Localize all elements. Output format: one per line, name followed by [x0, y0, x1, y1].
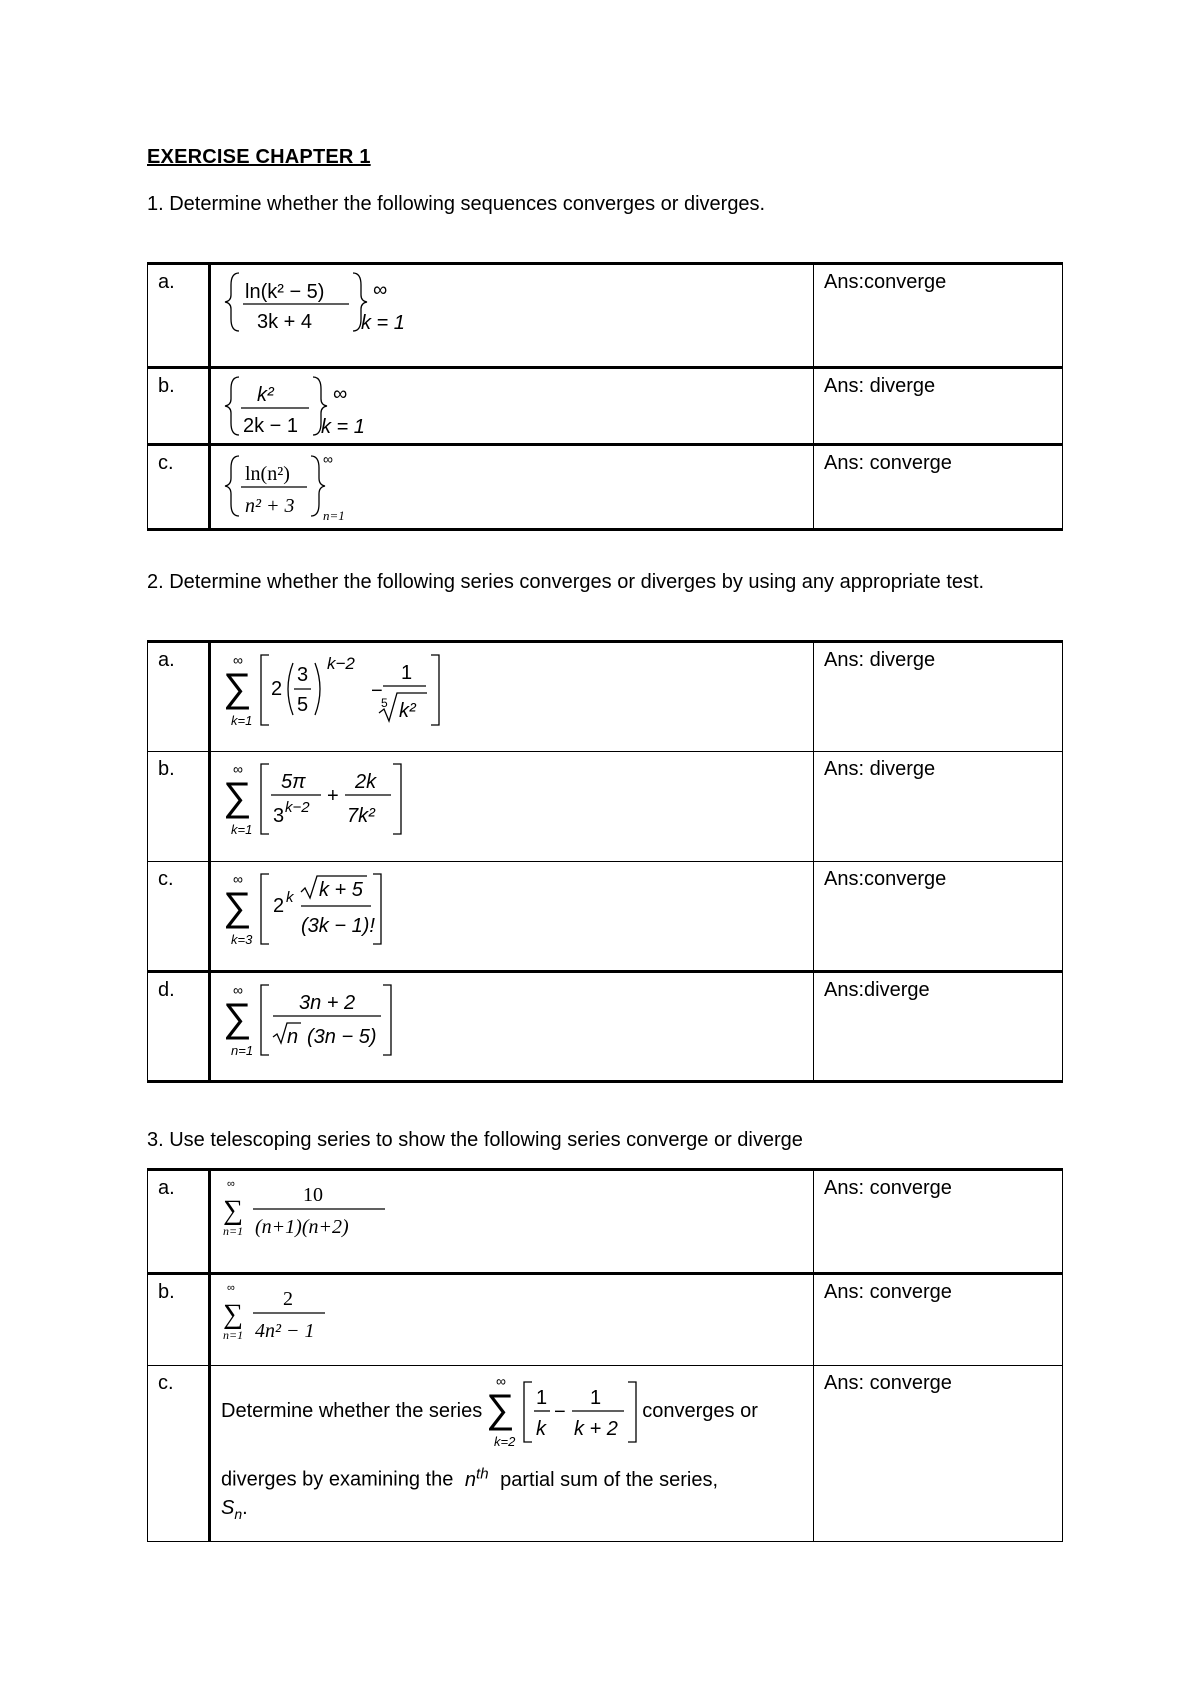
fraction-numerator: 3 [297, 664, 309, 686]
root-radicand: n [287, 1026, 299, 1048]
expression-cell [210, 972, 814, 1082]
table-row [148, 972, 1063, 1082]
infinity-symbol: ∞ [333, 383, 348, 405]
infinity-symbol: ∞ [323, 452, 333, 467]
sequence-expression [221, 271, 421, 333]
row-label: a. [148, 1170, 210, 1274]
sum-lower-limit: k=1 [231, 713, 253, 728]
partial-sum-question-line-2 [221, 1460, 805, 1494]
power-base: 2 [273, 895, 285, 917]
exponent: k−2 [327, 654, 355, 673]
row-label: b. [148, 1274, 210, 1366]
table-row [148, 752, 1063, 862]
fraction-numerator: 1 [590, 1387, 602, 1409]
answer-cell: Ans: converge [814, 1274, 1063, 1366]
question-text: converges or [642, 1400, 758, 1422]
sn-subscript: n [234, 1505, 243, 1522]
answer-cell: Ans: converge [814, 1366, 1063, 1542]
expression-cell [210, 1366, 814, 1542]
sn-base: S [221, 1496, 235, 1519]
fraction-denominator: 7k² [347, 805, 375, 827]
summation-sign: ∑ [223, 1299, 243, 1330]
sequence-expression [221, 375, 381, 437]
fraction-numerator: 1 [401, 662, 413, 684]
answer-cell: Ans: converge [814, 445, 1063, 530]
root-index: 5 [381, 696, 388, 710]
index-start: k = 1 [361, 312, 405, 333]
expression-cell [210, 445, 814, 530]
fraction-numerator: 2k [355, 771, 377, 793]
row-label: a. [148, 642, 210, 752]
sum-lower-limit: k=3 [231, 932, 253, 947]
fraction-denominator: k [536, 1418, 547, 1440]
table-row [148, 862, 1063, 972]
series-expression [221, 868, 461, 950]
fraction-denominator: k + 2 [574, 1418, 619, 1440]
sum-lower-limit: k=2 [494, 1434, 516, 1449]
answer-cell: Ans: diverge [814, 368, 1063, 445]
series-expression [484, 1370, 642, 1452]
sum-upper-limit: ∞ [227, 1178, 235, 1190]
sum-lower-limit: n=1 [231, 1043, 254, 1058]
sum-lower-limit: k=1 [231, 822, 253, 837]
question-2-table [147, 640, 1063, 1083]
sum-upper-limit: ∞ [233, 761, 243, 777]
table-row [148, 368, 1063, 445]
answer-cell: Ans: diverge [814, 752, 1063, 862]
denominator-exponent: k−2 [285, 799, 310, 816]
expression-cell [210, 752, 814, 862]
expression-cell [210, 368, 814, 445]
sum-upper-limit: ∞ [233, 982, 243, 998]
expression-cell [210, 642, 814, 752]
partial-sum-symbol [221, 1494, 805, 1528]
expr-denominator: 2k − 1 [243, 415, 299, 437]
sum-upper-limit: ∞ [496, 1373, 507, 1389]
fraction-denominator: 5 [297, 694, 309, 716]
plus-sign: + [327, 785, 339, 807]
question-text: partial sum of the series, [500, 1468, 718, 1491]
fraction-numerator: 5π [281, 771, 306, 793]
sequence-expression [221, 452, 381, 522]
question-text: Determine whether the series [221, 1400, 483, 1422]
index-start: k = 1 [321, 416, 365, 437]
denominator-factor: (3n − 5) [307, 1026, 377, 1048]
answer-cell: Ans:converge [814, 862, 1063, 972]
sum-upper-limit: ∞ [227, 1282, 235, 1294]
summation-sign: ∑ [223, 885, 252, 929]
expression-cell [210, 862, 814, 972]
sum-upper-limit: ∞ [233, 871, 243, 887]
sum-lower-limit: n=1 [223, 1224, 244, 1238]
series-expression [221, 1177, 421, 1243]
row-label: b. [148, 752, 210, 862]
expr-numerator: k² [257, 384, 274, 406]
row-label: a. [148, 264, 210, 368]
question-1-prompt: 1. Determine whether the following sequences converges or diverges. [147, 193, 766, 215]
answer-cell: Ans: diverge [814, 642, 1063, 752]
minus-sign: − [371, 680, 383, 702]
fraction-denominator: 4n² − 1 [255, 1320, 315, 1342]
nth-base: n [464, 1468, 477, 1491]
coefficient: 2 [271, 678, 283, 700]
table-row [148, 1170, 1063, 1274]
summation-sign: ∑ [223, 1195, 243, 1226]
fraction-denominator: 3 [273, 805, 285, 827]
fraction-numerator: 1 [536, 1387, 548, 1409]
question-2-prompt: 2. Determine whether the following series converges or diverges by using any appropriate test. [147, 571, 985, 593]
expression-cell [210, 264, 814, 368]
index-start: n=1 [323, 508, 345, 522]
summation-sign: ∑ [223, 996, 252, 1040]
sn-period: . [242, 1496, 248, 1519]
table-row [148, 264, 1063, 368]
answer-cell: Ans:converge [814, 264, 1063, 368]
answer-cell: Ans: converge [814, 1170, 1063, 1274]
table-row [148, 1274, 1063, 1366]
fraction-numerator: 3n + 2 [299, 992, 356, 1014]
minus-sign: − [554, 1401, 566, 1423]
nth-term [464, 1465, 489, 1491]
fraction-denominator: (3k − 1)! [301, 915, 375, 937]
expr-denominator: n² + 3 [245, 495, 295, 517]
fraction-numerator: 10 [303, 1184, 323, 1206]
table-row [148, 1366, 1063, 1542]
series-expression [221, 758, 461, 840]
infinity-symbol: ∞ [373, 279, 388, 301]
table-row [148, 445, 1063, 530]
power-exponent: k [286, 889, 294, 906]
answer-cell: Ans:diverge [814, 972, 1063, 1082]
fraction-numerator: 2 [283, 1288, 293, 1310]
expr-denominator: 3k + 4 [257, 311, 313, 333]
row-label: d. [148, 972, 210, 1082]
expression-cell [210, 1170, 814, 1274]
series-expression [221, 1281, 361, 1347]
series-expression [221, 979, 461, 1061]
fraction-numerator: k + 5 [319, 879, 363, 901]
row-label: c. [148, 862, 210, 972]
nth-superscript: th [476, 1465, 489, 1482]
table-row [148, 642, 1063, 752]
summation-sign: ∑ [223, 775, 252, 819]
question-3-table [147, 1168, 1063, 1542]
expr-numerator: ln(k² − 5) [245, 281, 325, 303]
summation-sign: ∑ [486, 1387, 515, 1431]
fraction-denominator: (n+1)(n+2) [255, 1216, 349, 1238]
question-3-prompt: 3. Use telescoping series to show the following series converge or diverge [147, 1129, 803, 1151]
partial-sum-question-line-1 [221, 1370, 805, 1452]
sum-lower-limit: n=1 [223, 1328, 244, 1342]
row-label: c. [148, 445, 210, 530]
page-title: EXERCISE CHAPTER 1 [147, 146, 371, 168]
radicand: k² [399, 700, 416, 722]
series-expression [221, 649, 481, 731]
sum-upper-limit: ∞ [233, 652, 243, 668]
expression-cell [210, 1274, 814, 1366]
expr-numerator: ln(n²) [245, 463, 290, 485]
question-text: diverges by examining the [221, 1468, 454, 1491]
summation-sign: ∑ [223, 666, 252, 710]
row-label: c. [148, 1366, 210, 1542]
row-label: b. [148, 368, 210, 445]
question-1-table [147, 262, 1063, 531]
